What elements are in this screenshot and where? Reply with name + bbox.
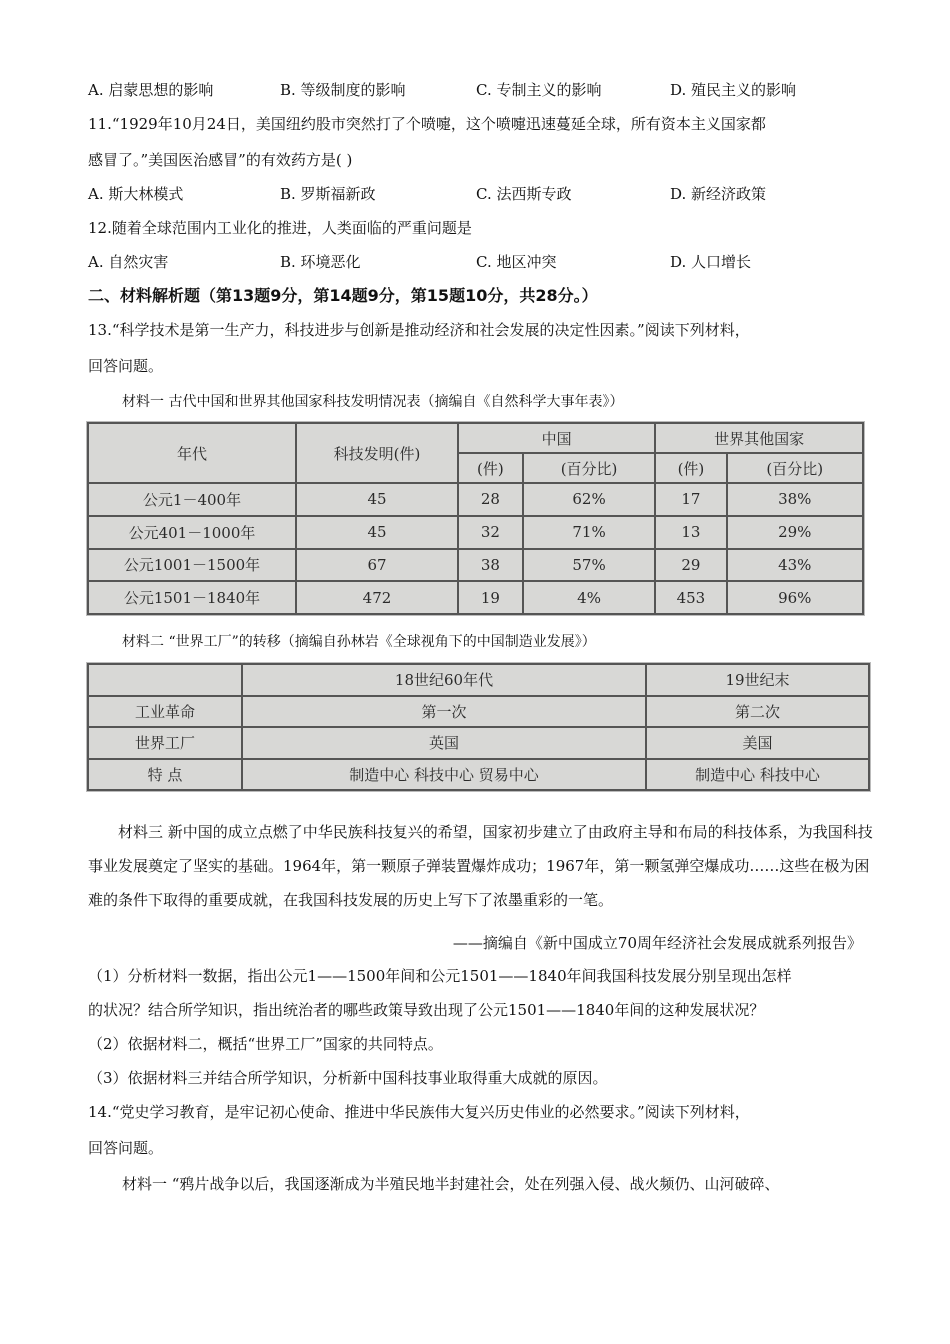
- row-label-revolution: 工业革命: [88, 696, 242, 728]
- cell-china-count: 19: [458, 581, 523, 614]
- cell-china-pct: 71%: [523, 516, 656, 549]
- header-18c: 18世纪60年代: [242, 664, 646, 696]
- option-d: D. 殖民主义的影响: [670, 81, 797, 99]
- q14-stem-line2: 回答问题。: [88, 1139, 164, 1157]
- q11-stem-line2: 感冒了。”美国医治感冒”的有效药方是( ): [88, 151, 353, 169]
- cell-era: 公元1－400年: [88, 483, 296, 516]
- row-label-factory: 世界工厂: [88, 727, 242, 759]
- cell-china-pct: 57%: [523, 549, 656, 582]
- table-row: [88, 581, 863, 614]
- cell-world-pct: 96%: [727, 581, 863, 614]
- header-china-count: (件): [458, 453, 523, 483]
- q13-sub1-line2: 的状况？结合所学知识，指出统治者的哪些政策导致出现了公元1501——1840年间的这种发展状况？: [88, 1001, 765, 1019]
- header-china-pct: (百分比): [523, 453, 656, 483]
- cell-total: 45: [296, 516, 458, 549]
- cell-china-pct: 62%: [523, 483, 656, 516]
- option-a: A. 启蒙思想的影响: [88, 81, 214, 99]
- option-a: A. 斯大林模式: [88, 185, 184, 203]
- cell-world-count: 29: [655, 549, 726, 582]
- cell-world-pct: 43%: [727, 549, 863, 582]
- cell-second: 第二次: [646, 696, 869, 728]
- header-world-count: (件): [655, 453, 726, 483]
- cell-total: 472: [296, 581, 458, 614]
- q13-sub1-line1: （1）分析材料一数据，指出公元1——1500年间和公元1501——1840年间我国科技发展分别呈现出怎样: [88, 967, 792, 985]
- material3-source: ——摘编自《新中国成立70周年经济社会发展成就系列报告》: [452, 934, 862, 952]
- cell-china-count: 38: [458, 549, 523, 582]
- q13-sub3: （3）依据材料三并结合所学知识，分析新中国科技事业取得重大成就的原因。: [88, 1069, 608, 1087]
- table-row: [88, 549, 863, 582]
- header-world-pct: (百分比): [727, 453, 863, 483]
- q13-stem-line2: 回答问题。: [88, 357, 164, 375]
- cell-usa: 美国: [646, 727, 869, 759]
- cell-china-count: 28: [458, 483, 523, 516]
- cell-usa-features: 制造中心 科技中心: [646, 759, 869, 791]
- material1-table: [86, 421, 865, 616]
- cell-era: 公元1001－1500年: [88, 549, 296, 582]
- header-inventions: 科技发明(件): [296, 423, 458, 483]
- cell-china-pct: 4%: [523, 581, 656, 614]
- q12-stem: 12.随着全球范围内工业化的推进，人类面临的严重问题是: [88, 219, 472, 237]
- cell-china-count: 32: [458, 516, 523, 549]
- option-a: A. 自然灾害: [88, 253, 169, 271]
- cell-era: 公元1501－1840年: [88, 581, 296, 614]
- cell-era: 公元401－1000年: [88, 516, 296, 549]
- header-world: 世界其他国家: [655, 423, 863, 453]
- header-china: 中国: [458, 423, 655, 453]
- header-era: 年代: [88, 423, 296, 483]
- option-b: B. 等级制度的影响: [280, 81, 406, 99]
- option-d: D. 人口增长: [670, 253, 752, 271]
- material2-caption: 材料二 “世界工厂”的转移（摘编自孙林岩《全球视角下的中国制造业发展》）: [122, 634, 596, 650]
- cell-world-count: 13: [655, 516, 726, 549]
- option-c: C. 法西斯专政: [476, 185, 572, 203]
- cell-world-count: 17: [655, 483, 726, 516]
- row-label-features: 特 点: [88, 759, 242, 791]
- cell-world-pct: 29%: [727, 516, 863, 549]
- option-d: D. 新经济政策: [670, 185, 767, 203]
- material2-table: [86, 662, 871, 792]
- cell-britain-features: 制造中心 科技中心 贸易中心: [242, 759, 646, 791]
- material3-text: 材料三 新中国的成立点燃了中华民族科技复兴的希望，国家初步建立了由政府主导和布局的科技体系，为我国科技事业发展奠定了坚实的基础。1964年，第一颗原子弹装置爆炸成功；1967年，第一颗氢弹空爆成功……这些在极为困难的条件下取得的重要成就，在我国科技发展的历史上写下了浓墨重彩的一笔。: [88, 823, 873, 909]
- table-row: [88, 727, 869, 759]
- q14-stem-line1: 14.“党史学习教育，是牢记初心使命、推进中华民族伟大复兴历史伟业的必然要求。”阅读下列材料，: [88, 1103, 750, 1121]
- q11-stem-line1: 11.“1929年10月24日，美国纽约股市突然打了个喷嚏，这个喷嚏迅速蔓延全球，所有资本主义国家都: [88, 115, 766, 133]
- material1-caption: 材料一 古代中国和世界其他国家科技发明情况表（摘编自《自然科学大事年表》）: [122, 394, 624, 410]
- q14-material1: 材料一 “鸦片战争以后，我国逐渐成为半殖民地半封建社会，处在列强入侵、战火频仍、山河破碎、: [122, 1175, 780, 1193]
- option-c: C. 地区冲突: [476, 253, 557, 271]
- cell-total: 45: [296, 483, 458, 516]
- cell-first: 第一次: [242, 696, 646, 728]
- cell-world-count: 453: [655, 581, 726, 614]
- header-19c: 19世纪末: [646, 664, 869, 696]
- table-row: [88, 483, 863, 516]
- cell-britain: 英国: [242, 727, 646, 759]
- section-heading: 二、材料解析题（第13题9分，第14题9分，第15题10分，共28分。）: [88, 286, 598, 305]
- table-row: [88, 759, 869, 791]
- q13-sub2: （2）依据材料二，概括“世界工厂”国家的共同特点。: [88, 1035, 443, 1053]
- option-b: B. 罗斯福新政: [280, 185, 376, 203]
- cell-world-pct: 38%: [727, 483, 863, 516]
- table-row: [88, 516, 863, 549]
- cell-total: 67: [296, 549, 458, 582]
- option-c: C. 专制主义的影响: [476, 81, 602, 99]
- table-row: [88, 696, 869, 728]
- q13-stem-line1: 13.“科学技术是第一生产力，科技进步与创新是推动经济和社会发展的决定性因素。”阅读下列材料，: [88, 321, 750, 339]
- option-b: B. 环境恶化: [280, 253, 361, 271]
- corner-cell: [88, 664, 242, 696]
